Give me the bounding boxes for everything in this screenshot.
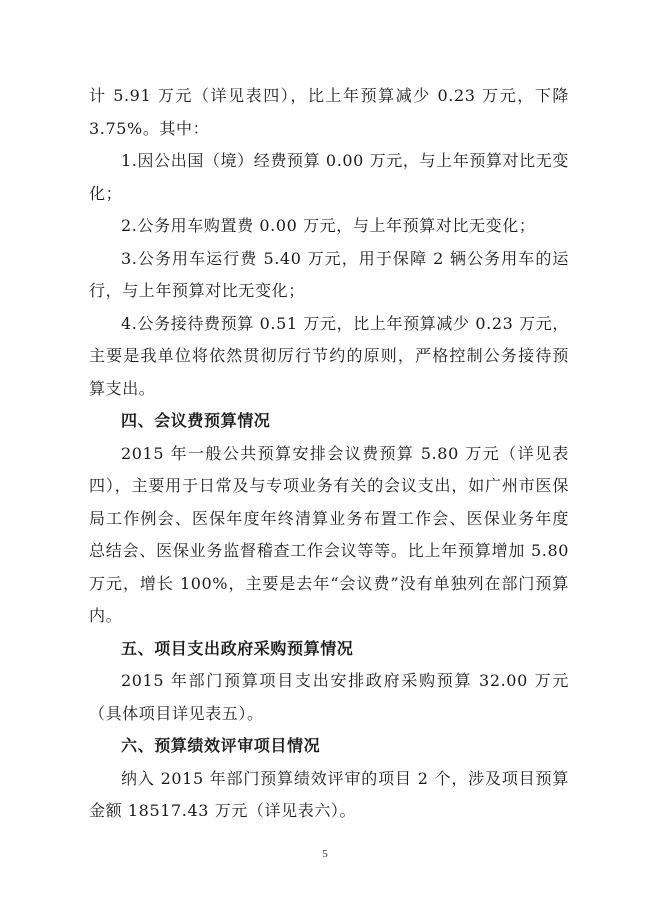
page-number: 5: [322, 848, 328, 860]
list-item-vehicle-purchase: 2.公务用车购置费 0.00 万元，与上年预算对比无变化；: [121, 216, 536, 235]
list-item-vehicle-operation: 3.公务用车运行费 5.40 万元，用于保障 2 辆公务用车的运行，与上年预算对比无变化；: [89, 248, 569, 300]
list-item-reception-expense: 4.公务接待费预算 0.51 万元，比上年预算减少 0.23 万元，主要是我单位将依然贯彻厉行节约的原则，严格控制公务接待预算支出。: [89, 313, 569, 398]
section-heading-procurement: 五、项目支出政府采购预算情况: [121, 638, 354, 658]
section-heading-meeting-expense: 四、会议费预算情况: [121, 411, 271, 430]
paragraph-continuation: 计 5.91 万元（详见表四），比上年预算减少 0.23 万元，下降 3.75%。其中：: [89, 86, 569, 138]
document-body: [89, 80, 569, 828]
paragraph-meeting-expense: 2015 年一般公共预算安排会议费预算 5.80 万元（详见表四），主要用于日常及与专项业务有关的会议支出，如广州市医保局工作例会、医保年度年终清算业务布置工作会、医保业务年度总结会、医保业务监督稽查工作会议等等。比上年预算增加 5.80 万元，增长 100%，主要是去年“会议费”没有单独列在部门预算内。: [89, 443, 569, 625]
list-item-overseas-expense: 1.因公出国（境）经费预算 0.00 万元，与上年预算对比无变化；: [89, 151, 569, 203]
paragraph-procurement: 2015 年部门预算项目支出安排政府采购预算 32.00 万元（具体项目详见表五）。: [89, 671, 569, 723]
section-heading-performance-review: 六、预算绩效评审项目情况: [121, 736, 321, 755]
paragraph-performance-review: 纳入 2015 年部门预算绩效评审的项目 2 个，涉及项目预算金额 18517.43 万元（详见表六）。: [89, 768, 569, 820]
